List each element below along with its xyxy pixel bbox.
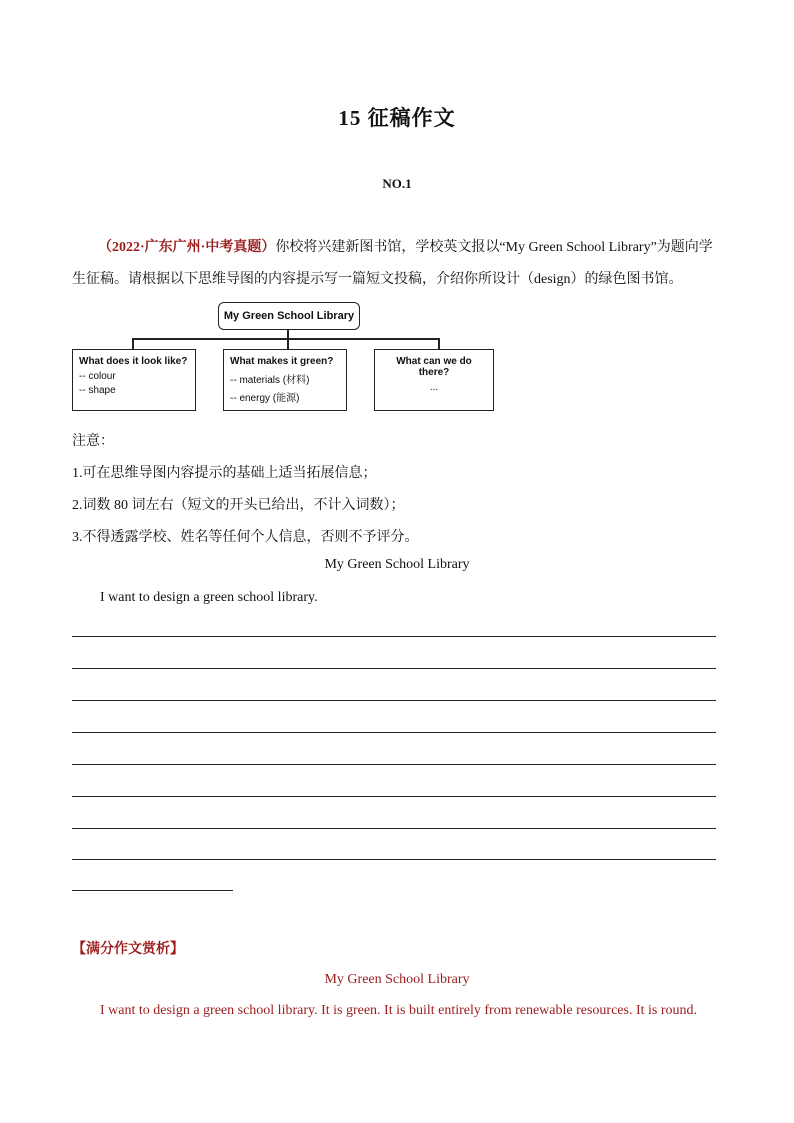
branch-item: -- materials (材料) [230,375,310,386]
mind-map-branch-do [374,349,494,411]
note-item: 2.词数 80 词左右（短文的开头已给出，不计入词数）； [72,498,405,513]
writing-line [72,796,716,797]
branch-item: -- energy (能源) [230,393,300,404]
mind-map-branch-look [72,349,196,411]
writing-line [72,828,716,829]
branch-heading: What does it look like? [79,356,188,367]
task-prompt [72,232,722,296]
branch-item: ... [429,382,439,393]
mind-map-branch-green [223,349,347,411]
branch-heading: What can we do there? [396,356,472,378]
analysis-text: I want to design a green school library. It is green. It is built entirely from renewable resources. It is round. [100,1003,698,1018]
writing-line [72,859,716,860]
section-number: NO.1 [382,176,412,191]
writing-line [72,668,716,669]
page-title: 15 征稿作文 [338,106,456,130]
writing-line-short [72,890,233,891]
mind-map-root: My Green School Library [218,302,360,330]
analysis-title: My Green School Library [324,972,470,987]
writing-line [72,636,716,637]
task-source: （2022·广东广州·中考真题） [98,240,276,255]
writing-line [72,764,716,765]
note-item: 3.不得透露学校、姓名等任何个人信息，否则不予评分。 [72,530,419,545]
analysis-heading: 【满分作文赏析】 [72,942,184,957]
writing-line [72,732,716,733]
branch-heading: What makes it green? [230,356,334,367]
branch-item: -- shape [79,385,116,396]
notes-label: 注意： [72,434,114,449]
writing-line [72,700,716,701]
mind-map [72,302,496,416]
essay-title: My Green School Library [324,557,470,572]
essay-opening: I want to design a green school library. [100,590,318,605]
note-item: 1.可在思维导图内容提示的基础上适当拓展信息； [72,466,377,481]
mind-map-connector [132,338,438,340]
task-text: 你校将兴建新图书馆，学校英文报以“My Green School Library”为题向学生征稿。请根据以下思维导图的内容提示写一篇短文投稿，介绍你所设计（design）的绿色图书馆。 [72,240,713,287]
branch-item: -- colour [79,371,116,382]
